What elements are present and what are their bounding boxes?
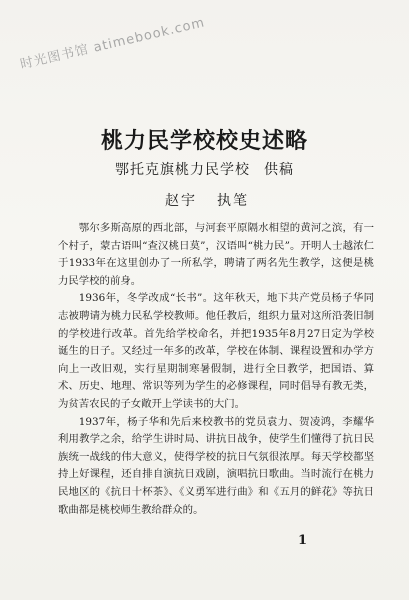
paragraph: 1936年，冬学改成“长书”。这年秋天，地下共产党员杨子华同志被聘请为桃力民私学校教师。他任教后，组织力量对这所沿袭旧制的学校进行改革。首先给学校命名，并把1935年8月27日定为学校诞生的日子。又经过一年多的改革，学校在体制、课程设置和办学方向上一改旧观，实行星期制寒暑假制，进行全日教学，把国语、算术、历史、地理、常识等列为学生的必修课程，同时倡导有教无类，为贫苦农民的子女敞开上学读书的大门。 (58, 292, 374, 410)
paragraph: 1937年，杨子华和先后来校教书的党员袁力、贺凌鸿，李耀华利用教学之余，给学生讲时局、讲抗日战争，使学生们懂得了抗日民族统一战线的伟大意义，使得学校的抗日气氛很浓厚。每天学校都坚持上好课程，还自排自演抗日戏剧，演唱抗日歌曲。当时流行在桃力民地区的《抗日十杯茶》、《义勇军进行曲》和《五月的鲜花》等抗日歌曲都是桃校师生教给群众的。 (58, 415, 374, 516)
watermark: 时光图书馆 atimebook.com (18, 15, 207, 73)
page-number: 1 (298, 533, 308, 548)
byline-author (165, 190, 249, 210)
organization-role: 供稿 (264, 162, 294, 178)
article-body (58, 220, 374, 519)
byline-organization (115, 159, 294, 179)
paragraph: 鄂尔多斯高原的西北部，与河套平原隔水相望的黄河之滨，有一个村子，蒙古语叫“查汉桃日莫”，汉语叫“桃力民”。开明人士越浓仁于1933年在这里创办了一所私学，聘请了两名先生教学，这便是桃力民学校的前身。 (58, 222, 374, 287)
organization-name: 鄂托克旗桃力民学校 (115, 162, 250, 178)
author-role: 执笔 (217, 193, 249, 209)
author-name: 赵宇 (165, 193, 197, 209)
article-title: 桃力民学校校史述略 (100, 128, 308, 154)
